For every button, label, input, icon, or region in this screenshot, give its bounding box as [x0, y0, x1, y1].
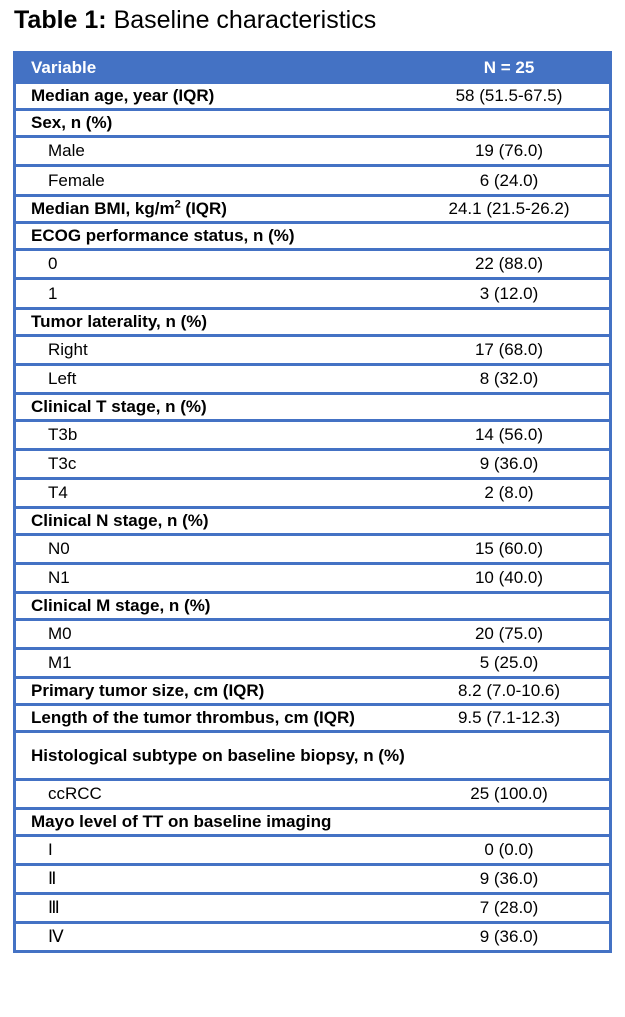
table-header-row — [16, 54, 609, 81]
table-row — [16, 533, 609, 562]
table-row — [16, 108, 609, 135]
row-variable: Ⅳ — [48, 927, 64, 946]
row-variable: Clinical T stage, n (%) — [31, 397, 207, 416]
table-row — [16, 277, 609, 307]
row-variable: T3c — [48, 454, 77, 473]
row-value: 6 (24.0) — [479, 170, 539, 190]
table-row — [16, 778, 609, 807]
row-value: 58 (51.5-67.5) — [455, 86, 563, 105]
row-value: 25 (100.0) — [470, 784, 548, 803]
table-caption — [14, 4, 376, 36]
table-row — [16, 363, 609, 392]
table-row — [16, 562, 609, 591]
table-row — [16, 477, 609, 506]
row-value: 14 (56.0) — [474, 425, 544, 444]
row-value: 19 (76.0) — [474, 141, 544, 160]
table-row — [16, 334, 609, 363]
row-variable: Right — [48, 340, 88, 359]
row-variable: M1 — [48, 653, 72, 672]
table-row — [16, 221, 609, 248]
table-row — [16, 676, 609, 703]
row-variable: Left — [48, 369, 77, 388]
row-variable: Histological subtype on baseline biopsy, n (%) — [31, 746, 405, 765]
row-value: 9 (36.0) — [479, 869, 539, 888]
row-value: 5 (25.0) — [479, 653, 539, 672]
row-variable: Length of the tumor thrombus, cm (IQR) — [31, 708, 355, 727]
row-value: 8 (32.0) — [479, 369, 539, 388]
table-row — [16, 164, 609, 194]
table-row — [16, 834, 609, 863]
row-variable: I — [48, 840, 53, 859]
row-value: 9.5 (7.1-12.3) — [457, 708, 561, 727]
table-row — [16, 448, 609, 477]
table-body — [16, 81, 609, 950]
row-value: 15 (60.0) — [474, 539, 544, 558]
row-value: 0 (0.0) — [484, 840, 534, 859]
row-variable-suffix: (IQR) — [180, 199, 227, 218]
table-row — [16, 892, 609, 921]
row-variable — [16, 199, 409, 219]
row-variable: Clinical N stage, n (%) — [31, 511, 209, 530]
row-value: 24.1 (21.5-26.2) — [448, 199, 570, 218]
table-row — [16, 647, 609, 676]
row-variable: Male — [48, 141, 85, 160]
row-value: 17 (68.0) — [474, 340, 544, 359]
table-row — [16, 392, 609, 419]
row-variable: ECOG performance status, n (%) — [31, 226, 295, 245]
table-row — [16, 591, 609, 618]
row-variable: Primary tumor size, cm (IQR) — [31, 681, 265, 700]
table-row — [16, 807, 609, 834]
row-variable-text: Median BMI, kg/m — [31, 199, 175, 218]
row-value: 8.2 (7.0-10.6) — [457, 681, 561, 700]
table-row — [16, 135, 609, 164]
row-variable: Median age, year (IQR) — [31, 86, 215, 105]
column-header-variable: Variable — [31, 57, 97, 77]
row-variable: T3b — [48, 425, 78, 444]
row-variable: Sex, n (%) — [31, 113, 113, 132]
row-variable: Tumor laterality, n (%) — [31, 312, 208, 331]
row-variable: Female — [48, 170, 105, 190]
row-value: 7 (28.0) — [479, 898, 539, 917]
table-row — [16, 506, 609, 533]
row-value: 22 (88.0) — [474, 254, 544, 273]
table-row — [16, 248, 609, 277]
row-variable: M0 — [48, 624, 72, 643]
row-variable: T4 — [48, 483, 68, 502]
row-value: 2 (8.0) — [484, 483, 534, 502]
table-row — [16, 194, 609, 221]
baseline-table — [13, 51, 612, 953]
row-value: 9 (36.0) — [479, 454, 539, 473]
table-row — [16, 618, 609, 647]
table-label: Table 1: — [14, 6, 107, 34]
row-variable: ccRCC — [48, 784, 102, 803]
row-value: 20 (75.0) — [474, 624, 544, 643]
row-value: 10 (40.0) — [474, 568, 544, 587]
table-row — [16, 730, 609, 778]
row-variable: Clinical M stage, n (%) — [31, 596, 211, 615]
row-variable: 0 — [48, 254, 58, 273]
row-variable: 1 — [48, 283, 58, 303]
row-variable: Ⅱ — [48, 869, 57, 888]
table-row — [16, 703, 609, 730]
table-row — [16, 921, 609, 950]
row-variable: Ⅲ — [48, 898, 60, 917]
table-title: Baseline characteristics — [113, 6, 377, 34]
row-variable: Mayo level of TT on baseline imaging — [31, 812, 332, 831]
table-row — [16, 307, 609, 334]
table-row — [16, 863, 609, 892]
superscript: 2 — [174, 198, 181, 211]
row-variable: N0 — [48, 539, 70, 558]
table-row — [16, 419, 609, 448]
row-value: 9 (36.0) — [479, 927, 539, 946]
table-row — [16, 81, 609, 108]
column-header-value: N = 25 — [483, 57, 535, 77]
row-value: 3 (12.0) — [479, 283, 539, 303]
row-variable: N1 — [48, 568, 70, 587]
